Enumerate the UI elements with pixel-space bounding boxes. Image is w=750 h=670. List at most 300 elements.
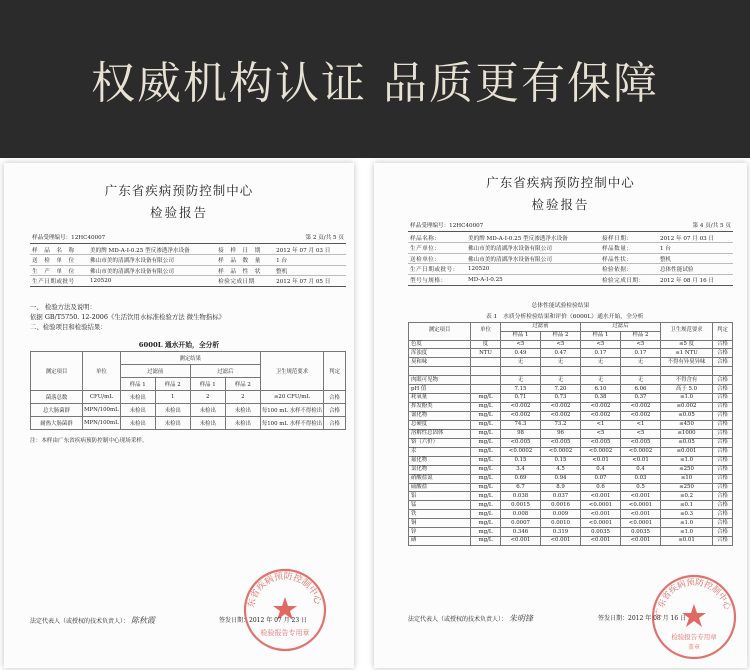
left-note-line: 依据 GB/T5750. 12-2006《生活饮用水标准检验方法 微生物指标》	[30, 313, 225, 321]
cell-standard: ≤1000	[661, 429, 713, 438]
table-row	[409, 376, 733, 385]
cell-item: pH 值	[409, 385, 471, 394]
cell-after-sample-2: <0.002	[621, 403, 661, 412]
cell-item: 铜	[409, 519, 471, 528]
cell-judgement: 合格	[713, 385, 733, 394]
cell-after-sample-2: 0.03	[621, 474, 661, 483]
cell-after-sample-1: <0.001	[581, 537, 621, 546]
cell-judgement: 合格	[713, 510, 733, 519]
info-key: 样 品 名 称	[30, 245, 88, 255]
info-row	[408, 275, 733, 286]
cell-before-sample-2: 0.0010	[541, 519, 581, 528]
cell-unit: mg/L	[471, 465, 501, 474]
cell-before-sample-2: 0.94	[541, 474, 581, 483]
cell-item: 氯化物	[409, 465, 471, 474]
left-note-line: 一、 检验方法及说明：	[30, 303, 96, 312]
cell-unit	[471, 376, 501, 385]
cell-standard: ≤250	[661, 483, 713, 492]
cell-standard: ≤0.05	[661, 438, 713, 447]
left-official-stamp	[242, 567, 328, 653]
info-value: 佛山市美的清湖净水设备有限公司	[88, 265, 216, 276]
left-footnote: 注：本样由广东省疾病预防控制中心现场采样。	[30, 437, 148, 444]
left-stamp-subtext: 检验报告专用章	[260, 629, 310, 637]
cell-after-sample-1: 未检出	[190, 403, 225, 416]
table-row	[409, 528, 733, 537]
info-row	[30, 255, 346, 266]
left-org-name: 广东省疾病预防控制中心	[104, 183, 254, 198]
col-header-judge: 判定	[324, 351, 346, 390]
table-row	[409, 358, 733, 367]
info-row	[30, 276, 346, 287]
cell-standard: ≤1.0	[661, 456, 713, 465]
col-header-sample-1: 样品 1	[581, 331, 621, 340]
cell-after-sample-1: <0.002	[581, 412, 621, 421]
cell-judgement: 合格	[713, 349, 733, 358]
info-value: 1 台	[274, 255, 346, 266]
cell-before-sample-1: 无	[501, 358, 541, 367]
cell-after-sample-1: <0.005	[581, 438, 621, 447]
cell-after-sample-1: <0.0001	[581, 519, 621, 528]
cell-judgement: 合格	[713, 501, 733, 510]
cell-standard: 每100 mL 水样不得检出	[260, 403, 323, 416]
cell-unit: mg/L	[471, 438, 501, 447]
info-value: 美的牌 MD-A-I-0.25 型反渗透净水设备	[466, 233, 600, 243]
cell-judgement: 合格	[713, 447, 733, 456]
cell-item: 菌落总数	[31, 390, 83, 403]
right-stamp-subtext: 检验报告专用章	[671, 633, 717, 641]
info-value: 整机	[658, 253, 733, 264]
info-value: 120520	[466, 264, 600, 275]
col-header-standard: 卫生规范要求	[661, 322, 713, 340]
cell-judgement: 合格	[713, 358, 733, 367]
cell-judgement: 合格	[713, 429, 733, 438]
cell-after-sample-1: 0.07	[581, 474, 621, 483]
cell-item: 硒	[409, 537, 471, 546]
cell-item: 浑浊度	[409, 349, 471, 358]
cell-unit: MPN/100mL	[83, 416, 121, 429]
cell-item: 氟化物	[409, 456, 471, 465]
header-banner	[0, 0, 750, 158]
cell-item: 溶解性总固体	[409, 429, 471, 438]
left-table-caption: 6000L 通水开始，全分析	[138, 340, 220, 349]
table-row	[409, 501, 733, 510]
cell-after-sample-2: 无	[621, 358, 661, 367]
cell-before-sample-1: <0.0002	[501, 447, 541, 456]
cell-before-sample-1: 3.4	[501, 465, 541, 474]
cell-standard: ≤250	[661, 465, 713, 474]
cell-before-sample-1: 无	[501, 376, 541, 385]
cell-after-sample-1: 0.6	[581, 483, 621, 492]
right-signature-line: 法定代表人（或授权的技术负责人）： 朱明锋	[408, 614, 533, 623]
cell-before-sample-1: 74.3	[501, 420, 541, 429]
cell-judgement: 合格	[713, 465, 733, 474]
cell-item: 铁	[409, 510, 471, 519]
info-key: 检验完成日期	[216, 276, 274, 287]
info-value: 佛山市美的清湖净水设备有限公司	[88, 255, 216, 266]
cell-before-sample-2: 无	[541, 376, 581, 385]
cell-after-sample-1: <0.01	[581, 456, 621, 465]
table-row	[409, 340, 733, 349]
banner-title: 权威机构认证 品质更有保障	[91, 58, 659, 109]
cell-after-sample-2: 2	[225, 390, 260, 403]
cell-after-sample-2: <5	[621, 340, 661, 349]
col-header-sample-1: 样品 1	[120, 377, 155, 390]
cell-after-sample-1: 0.4	[581, 465, 621, 474]
right-page-number: 第 4 页/共 5 页	[692, 223, 731, 229]
table-row	[409, 465, 733, 474]
cell-item: 总硬度	[409, 420, 471, 429]
cell-unit: mg/L	[471, 492, 501, 501]
left-page-number: 第 2 页/共 5 页	[305, 235, 344, 241]
cell-before-sample-2: 1	[155, 390, 190, 403]
cell-after-sample-1	[581, 367, 621, 376]
cell-judgement: 合格	[324, 403, 346, 416]
cell-standard: ≤1 NTU	[661, 349, 713, 358]
cell-before-sample-1: 0.0007	[501, 519, 541, 528]
cell-after-sample-2: 0.5	[621, 483, 661, 492]
table-row	[409, 447, 733, 456]
col-header-unit: 单位	[83, 351, 121, 390]
info-key: 样 品 性 状	[216, 265, 274, 276]
cell-before-sample-1: <0.005	[501, 438, 541, 447]
info-value: 整机	[274, 265, 346, 276]
cell-standard: ≤0.002	[661, 403, 713, 412]
cell-standard: ≤0.001	[661, 447, 713, 456]
cell-after-sample-1: <0.002	[581, 403, 621, 412]
cell-before-sample-1	[501, 367, 541, 376]
info-key: 样 品 数 量	[216, 255, 274, 266]
cell-after-sample-2: <0.001	[621, 537, 661, 546]
table-row	[409, 483, 733, 492]
cell-unit: CFU/mL	[83, 390, 121, 403]
cell-after-sample-2: <0.0001	[621, 501, 661, 510]
col-header-judge: 判定	[713, 322, 733, 340]
cell-before-sample-1: 98	[501, 429, 541, 438]
info-value: 美的牌 MD-A-I-0.25 型反渗透净水设备	[88, 245, 216, 255]
right-report-title: 检验报告	[531, 197, 590, 212]
cell-unit: mg/L	[471, 528, 501, 537]
table-row	[409, 420, 733, 429]
cell-before-sample-2: 96	[541, 429, 581, 438]
info-key: 生产日期或批号	[30, 276, 88, 287]
cell-after-sample-2: <0.001	[621, 492, 661, 501]
col-header-item: 测定项目	[31, 351, 83, 390]
cell-unit: mg/L	[471, 420, 501, 429]
cell-after-sample-2: <0.001	[621, 510, 661, 519]
right-info-table	[408, 233, 733, 286]
cell-unit: mg/L	[471, 519, 501, 528]
cell-before-sample-1: 0.346	[501, 528, 541, 537]
info-value: 120520	[88, 276, 216, 287]
col-header-sample-1: 样品 1	[501, 331, 541, 340]
cell-before-sample-1: <0.001	[501, 537, 541, 546]
cell-before-sample-2	[541, 367, 581, 376]
table-row	[409, 367, 733, 376]
cell-unit: mg/L	[471, 501, 501, 510]
cell-after-sample-2: 0.37	[621, 394, 661, 403]
cell-after-sample-2: 0.0035	[621, 528, 661, 537]
cell-judgement: 合格	[713, 412, 733, 421]
cell-after-sample-2: 未检出	[225, 416, 260, 429]
cell-judgement: 合格	[713, 528, 733, 537]
cell-before-sample-1: 7.15	[501, 385, 541, 394]
cell-standard: ≤1.0	[661, 528, 713, 537]
cell-standard: ≤0.2	[661, 492, 713, 501]
info-row	[408, 243, 733, 254]
cell-item: 总大肠菌群	[31, 403, 83, 416]
cell-after-sample-2: <0.002	[621, 412, 661, 421]
info-row	[30, 245, 346, 255]
cell-before-sample-1: 0.0015	[501, 501, 541, 510]
cell-unit	[471, 367, 501, 376]
cell-after-sample-1: <5	[581, 340, 621, 349]
cell-after-sample-2: <1	[621, 420, 661, 429]
cell-standard: ≤1.0	[661, 394, 713, 403]
cell-judgement: 合格	[713, 474, 733, 483]
cell-after-sample-1: 0.0035	[581, 528, 621, 537]
cell-after-sample-2: <0.0002	[621, 447, 661, 456]
cell-standard: ≤0.3	[661, 510, 713, 519]
right-org-name: 广东省疾病预防控制中心	[486, 175, 635, 190]
right-meta-row	[408, 223, 733, 232]
cell-after-sample-1: <1	[581, 420, 621, 429]
cell-before-sample-1: <0.002	[501, 412, 541, 421]
cell-after-sample-1: 无	[581, 376, 621, 385]
left-results-table	[30, 351, 346, 430]
cell-judgement: 合格	[713, 519, 733, 528]
cell-after-sample-2: 0.4	[621, 465, 661, 474]
cell-item: 肉眼可见物	[409, 376, 471, 385]
cell-before-sample-1: 0.71	[501, 394, 541, 403]
cell-item: 锰	[409, 501, 471, 510]
info-key: 送 检 单 位	[30, 255, 88, 266]
cell-before-sample-2: <5	[541, 340, 581, 349]
cell-before-sample-2: 8.9	[541, 483, 581, 492]
cell-unit: mg/L	[471, 403, 501, 412]
cell-before-sample-2: 0.47	[541, 349, 581, 358]
cell-unit: mg/L	[471, 412, 501, 421]
info-key: 接样日期：	[600, 233, 658, 243]
cell-before-sample-2: <0.0002	[541, 447, 581, 456]
info-key: 检验完成日期：	[600, 275, 658, 286]
info-row	[408, 233, 733, 243]
col-header-sample-2: 样品 2	[541, 331, 581, 340]
cell-unit: NTU	[471, 349, 501, 358]
cell-before-sample-1: 0.15	[501, 456, 541, 465]
cell-after-sample-2: 0.17	[621, 349, 661, 358]
col-header-before: 过滤前	[501, 322, 581, 331]
cell-item: 氰化物	[409, 412, 471, 421]
col-header-after: 过滤后	[581, 322, 661, 331]
cell-before-sample-1: <5	[501, 340, 541, 349]
col-header-sample-2: 样品 2	[621, 331, 661, 340]
info-value: 佛山市美的清湖净水设备有限公司	[466, 253, 600, 264]
col-header-sample-1: 样品 1	[190, 377, 225, 390]
table-row	[409, 537, 733, 546]
cell-before-sample-1: 未检出	[120, 390, 155, 403]
table-row	[409, 492, 733, 501]
right-stamp-extra: 盖章	[687, 644, 701, 651]
table-row	[409, 438, 733, 447]
cell-item: 汞	[409, 447, 471, 456]
cell-before-sample-2: 4.5	[541, 465, 581, 474]
cell-after-sample-2: <0.0001	[621, 519, 661, 528]
cell-unit: mg/L	[471, 483, 501, 492]
cell-judgement: 合格	[713, 376, 733, 385]
cell-judgement: 合格	[713, 537, 733, 546]
table-row	[409, 519, 733, 528]
cell-standard: 不得含有	[661, 376, 713, 385]
cell-standard	[661, 367, 713, 376]
cell-standard: ≤10	[661, 474, 713, 483]
cell-after-sample-1: 无	[581, 358, 621, 367]
col-header-after: 过滤后	[190, 364, 260, 377]
left-report-title: 检验报告	[149, 205, 208, 220]
cell-unit: mg/L	[471, 456, 501, 465]
col-header-standard: 卫生规范要求	[260, 351, 323, 390]
cell-before-sample-2: 0.009	[541, 510, 581, 519]
cell-unit: mg/L	[471, 474, 501, 483]
cell-before-sample-1: 未检出	[120, 416, 155, 429]
cell-item: 耗氧量	[409, 394, 471, 403]
table-row	[31, 416, 346, 429]
right-issue-date: 签发日期：2012 年 08 月 16 日	[598, 615, 687, 622]
cell-after-sample-1: 0.17	[581, 349, 621, 358]
info-key: 送检单位：	[408, 253, 466, 264]
cell-standard: ≤1.0	[661, 519, 713, 528]
cell-standard: 高于 5.0	[661, 385, 713, 394]
info-row	[408, 253, 733, 264]
cell-before-sample-2: <0.002	[541, 412, 581, 421]
table-row	[31, 390, 346, 403]
cell-unit: mg/L	[471, 537, 501, 546]
col-header-sample-2: 样品 2	[155, 377, 190, 390]
cell-before-sample-2: <0.001	[541, 537, 581, 546]
cell-standard: ≤450	[661, 420, 713, 429]
table-row	[409, 349, 733, 358]
cell-item: 臭和味	[409, 358, 471, 367]
cell-after-sample-1: 2	[190, 390, 225, 403]
left-issue-date: 签发日期：2012 年 07 月 23 日	[219, 617, 308, 624]
cell-before-sample-2: 0.037	[541, 492, 581, 501]
info-value: 1 台	[658, 243, 733, 254]
cell-standard: ≤5 度	[661, 340, 713, 349]
col-header-item: 测定项目	[409, 322, 471, 340]
cell-standard: 不得有异臭异味	[661, 358, 713, 367]
right-section-title: 总体性能试验检验结果	[531, 302, 590, 309]
left-note-line: 二、检验项目和检验结果：	[30, 322, 107, 331]
cell-judgement: 合格	[713, 403, 733, 412]
cell-before-sample-2: 73.2	[541, 420, 581, 429]
cell-judgement: 合格	[713, 420, 733, 429]
table-row	[409, 394, 733, 403]
left-signature-line: 法定代表人（或授权的技术负责人）： 陈秋霞	[30, 616, 155, 625]
cell-after-sample-2: 无	[621, 376, 661, 385]
cell-after-sample-1: <0.001	[581, 510, 621, 519]
info-value: 2012 年 07 月 03 日	[274, 245, 346, 255]
left-signature: 陈秋霞	[130, 616, 155, 625]
cell-judgement	[713, 367, 733, 376]
table-row	[31, 403, 346, 416]
cell-after-sample-2: 未检出	[225, 403, 260, 416]
col-header-results: 测定结果	[120, 351, 260, 364]
cell-before-sample-1: 0.49	[501, 349, 541, 358]
cell-before-sample-2: <0.002	[541, 403, 581, 412]
info-row	[30, 265, 346, 276]
cell-unit: mg/L	[471, 394, 501, 403]
cell-before-sample-2: 0.319	[541, 528, 581, 537]
cell-item: 硫酸盐	[409, 483, 471, 492]
table-row	[409, 429, 733, 438]
cell-unit: mg/L	[471, 447, 501, 456]
cell-before-sample-2: 未检出	[155, 403, 190, 416]
col-header-unit: 单位	[471, 322, 501, 340]
table-row	[409, 474, 733, 483]
info-value: 总体性能试验	[658, 264, 733, 275]
cell-standard: ≤0.1	[661, 501, 713, 510]
left-serial: 样品受理编号：12HC40007	[32, 235, 106, 241]
cell-before-sample-1: <0.002	[501, 403, 541, 412]
cell-unit: 度	[471, 340, 501, 349]
cell-before-sample-1: 0.69	[501, 474, 541, 483]
cell-before-sample-1: 未检出	[120, 403, 155, 416]
cell-after-sample-1: 未检出	[190, 416, 225, 429]
right-section-subtitle: 表 1 水质分析检验结果和评价（6000L）通水开始，全分析	[486, 313, 644, 320]
cell-before-sample-2: 0.0016	[541, 501, 581, 510]
cell-before-sample-2: 无	[541, 358, 581, 367]
cell-after-sample-2: <0.01	[621, 456, 661, 465]
info-key: 生产日期或批号：	[408, 264, 466, 275]
right-serial: 样品受理编号：12HC40007	[410, 223, 484, 229]
col-header-sample-2: 样品 2	[225, 377, 260, 390]
left-meta-row	[30, 235, 346, 244]
cell-before-sample-1: 0.038	[501, 492, 541, 501]
right-signature: 朱明锋	[508, 614, 533, 623]
cell-standard: ≤0.05	[661, 412, 713, 421]
table-row	[409, 456, 733, 465]
cell-judgement: 合格	[713, 394, 733, 403]
cell-standard: ≤0.01	[661, 537, 713, 546]
cell-before-sample-1: 0.008	[501, 510, 541, 519]
info-value: 2012 年 07 月 05 日	[274, 276, 346, 287]
cell-item: 铝	[409, 492, 471, 501]
info-value: MD-A-I-0.25	[466, 275, 600, 286]
cell-unit	[471, 385, 501, 394]
info-key: 型号与规格：	[408, 275, 466, 286]
cell-item	[409, 367, 471, 376]
cell-unit: MPN/100mL	[83, 403, 121, 416]
info-key: 生 产 单 位	[30, 265, 88, 276]
right-stamp-text: 广东省疾病预防控制中心	[654, 577, 733, 618]
cell-judgement: 合格	[713, 492, 733, 501]
cell-judgement: 合格	[713, 483, 733, 492]
info-key: 样品名称：	[408, 233, 466, 243]
cell-after-sample-1: <0.001	[581, 492, 621, 501]
info-key: 样品数量：	[600, 243, 658, 254]
info-value: 佛山市美的清湖净水设备有限公司	[466, 243, 600, 254]
cell-judgement: 合格	[324, 416, 346, 429]
col-header-before: 过滤前	[120, 364, 190, 377]
cell-item: 硝酸盐氮	[409, 474, 471, 483]
cell-before-sample-2: <0.005	[541, 438, 581, 447]
cell-item: 铬（六价）	[409, 438, 471, 447]
cell-item: 耐热大肠菌群	[31, 416, 83, 429]
table-row	[409, 385, 733, 394]
info-value: 2012 年 08 月 16 日	[658, 275, 733, 286]
cell-before-sample-2: 7.20	[541, 385, 581, 394]
cell-after-sample-1: 6.10	[581, 385, 621, 394]
cell-after-sample-2	[621, 367, 661, 376]
